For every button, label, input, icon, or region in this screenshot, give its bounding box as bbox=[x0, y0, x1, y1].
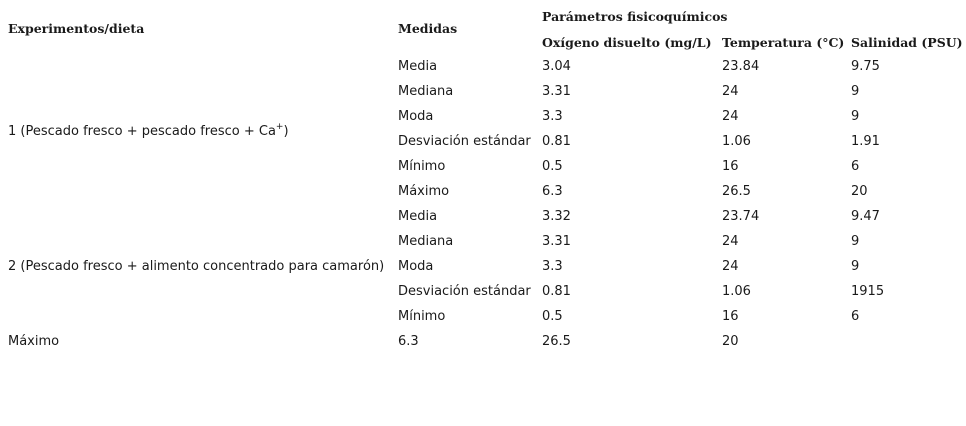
last-row-cell-4: 20 bbox=[722, 334, 739, 349]
temperature-cell: 24 bbox=[722, 84, 739, 99]
salinity-cell: 9.75 bbox=[851, 59, 880, 74]
measure-cell: Mediana bbox=[398, 234, 454, 249]
header-parameters-group: Parámetros fisicoquímicos bbox=[542, 9, 728, 24]
temperature-cell: 24 bbox=[722, 109, 739, 124]
header-oxygen: Oxígeno disuelto (mg/L) bbox=[542, 35, 712, 50]
last-row-cell-1: Máximo bbox=[8, 334, 60, 349]
oxygen-cell: 0.81 bbox=[542, 134, 571, 149]
salinity-cell: 6 bbox=[851, 159, 860, 174]
measure-cell: Media bbox=[398, 209, 438, 224]
temperature-cell: 23.74 bbox=[722, 209, 760, 224]
experiment-1-text: 1 (Pescado fresco + pescado fresco + Ca bbox=[8, 124, 276, 139]
salinity-cell: 9 bbox=[851, 84, 860, 99]
oxygen-cell: 0.5 bbox=[542, 159, 563, 174]
temperature-cell: 1.06 bbox=[722, 284, 751, 299]
header-temperature: Temperatura (°C) bbox=[722, 35, 845, 50]
measure-cell: Desviación estándar bbox=[398, 134, 531, 149]
oxygen-cell: 3.3 bbox=[542, 259, 563, 274]
experiment-1-superscript: + bbox=[275, 121, 284, 132]
oxygen-cell: 3.3 bbox=[542, 109, 563, 124]
last-row-cell-3: 26.5 bbox=[542, 334, 571, 349]
experiment-1-close: ) bbox=[283, 124, 289, 139]
header-measures: Medidas bbox=[398, 21, 458, 36]
experiment-2-label: 2 (Pescado fresco + alimento concentrado para camarón) bbox=[8, 259, 385, 274]
oxygen-cell: 0.81 bbox=[542, 284, 571, 299]
salinity-cell: 1915 bbox=[851, 284, 885, 299]
measure-cell: Media bbox=[398, 59, 438, 74]
oxygen-cell: 0.5 bbox=[542, 309, 563, 324]
oxygen-cell: 3.32 bbox=[542, 209, 571, 224]
measure-cell: Mediana bbox=[398, 84, 454, 99]
salinity-cell: 9 bbox=[851, 234, 860, 249]
temperature-cell: 24 bbox=[722, 259, 739, 274]
temperature-cell: 24 bbox=[722, 234, 739, 249]
oxygen-cell: 6.3 bbox=[542, 184, 563, 199]
salinity-cell: 6 bbox=[851, 309, 860, 324]
experiment-1-label bbox=[8, 121, 289, 139]
temperature-cell: 26.5 bbox=[722, 184, 751, 199]
temperature-cell: 1.06 bbox=[722, 134, 751, 149]
salinity-cell: 9 bbox=[851, 109, 860, 124]
header-experiments: Experimentos/dieta bbox=[8, 21, 145, 36]
salinity-cell: 1.91 bbox=[851, 134, 880, 149]
temperature-cell: 16 bbox=[722, 309, 739, 324]
temperature-cell: 16 bbox=[722, 159, 739, 174]
salinity-cell: 9.47 bbox=[851, 209, 880, 224]
header-salinity: Salinidad (PSU) bbox=[851, 35, 963, 50]
measure-cell: Desviación estándar bbox=[398, 284, 531, 299]
measure-cell: Moda bbox=[398, 259, 434, 274]
oxygen-cell: 3.31 bbox=[542, 84, 571, 99]
measure-cell: Mínimo bbox=[398, 159, 446, 174]
salinity-cell: 20 bbox=[851, 184, 868, 199]
measure-cell: Máximo bbox=[398, 184, 450, 199]
oxygen-cell: 3.31 bbox=[542, 234, 571, 249]
oxygen-cell: 3.04 bbox=[542, 59, 571, 74]
temperature-cell: 23.84 bbox=[722, 59, 760, 74]
measure-cell: Mínimo bbox=[398, 309, 446, 324]
salinity-cell: 9 bbox=[851, 259, 860, 274]
last-row-cell-2: 6.3 bbox=[398, 334, 419, 349]
measure-cell: Moda bbox=[398, 109, 434, 124]
